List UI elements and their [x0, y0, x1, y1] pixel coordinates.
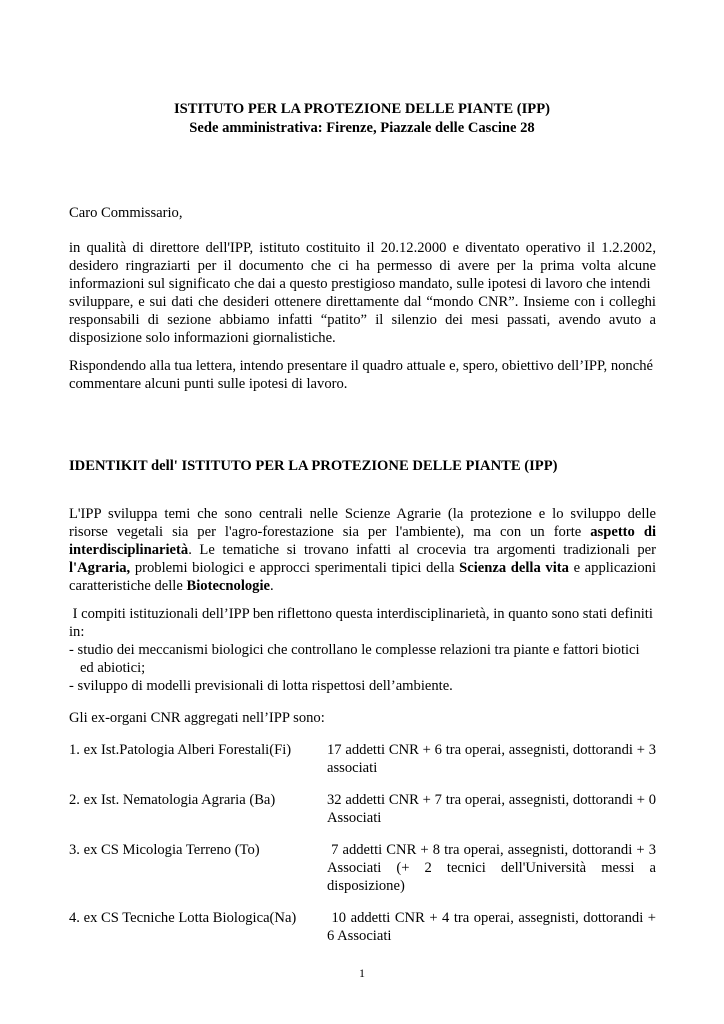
intro-line: disposizione solo informazioni giornalistiche. — [69, 330, 336, 346]
description-line — [69, 523, 656, 541]
reply-line: commentare alcuni punti sulle ipotesi di lavoro. — [69, 376, 348, 392]
description-line — [69, 577, 656, 595]
description-emphasis: Biotecnologie — [186, 578, 270, 594]
reply-line: Rispondendo alla tua lettera, intendo presentare il quadro attuale e, spero, obiettivo dell’IPP, nonché — [69, 358, 653, 374]
organs-intro: Gli ex-organi CNR aggregati nell’IPP sono: — [69, 710, 325, 726]
intro-line: desidero ringraziarti per il documento che ci ha permesso di avere per la prima volta alcune — [69, 258, 656, 274]
organ-detail-line: Associati (+ 2 tecnici dell'Università messi a — [327, 860, 656, 876]
description-text: . — [270, 578, 274, 594]
organ-detail-line: 32 addetti CNR + 7 tra operai, assegnisti, dottorandi + 0 — [327, 792, 656, 808]
organ-name: 3. ex CS Micologia Terreno (To) — [69, 842, 260, 858]
tasks-list-item: - sviluppo di modelli previsionali di lotta rispettosi dell’ambiente. — [69, 678, 453, 694]
organ-detail-line: associati — [327, 760, 378, 776]
institute-address: Sede amministrativa: Firenze, Piazzale delle Cascine 28 — [189, 120, 535, 136]
tasks-line: in: — [69, 624, 85, 640]
intro-line: responsabili di sezione abbiamo infatti “patito” il silenzio dei mesi passati, avendo avuto a — [69, 312, 656, 328]
description-text: . Le tematiche si trovano infatti al crocevia tra argomenti tradizionali per — [188, 542, 656, 558]
organ-name: 4. ex CS Tecniche Lotta Biologica(Na) — [69, 910, 297, 926]
tasks-list-item: ed abiotici; — [69, 660, 146, 676]
intro-line: in qualità di direttore dell'IPP, istituto costituito il 20.12.2000 e diventato operativo il 1.2.2002, — [69, 240, 656, 256]
page-number: 1 — [359, 966, 365, 980]
description-text: caratteristiche delle — [69, 578, 187, 594]
description-line — [69, 541, 656, 559]
description-line: L'IPP sviluppa temi che sono centrali nelle Scienze Agrarie (la protezione e lo sviluppo delle — [69, 506, 656, 522]
tasks-list-item: - studio dei meccanismi biologici che controllano le complesse relazioni tra piante e fattori biotici — [69, 642, 640, 658]
intro-line: informazioni sul significato che dai a questo prestigioso mandato, sulle ipotesi di lavoro che intendi — [69, 276, 651, 292]
description-line — [69, 559, 656, 577]
organ-name: 1. ex Ist.Patologia Alberi Forestali(Fi) — [69, 742, 292, 758]
institute-title: ISTITUTO PER LA PROTEZIONE DELLE PIANTE (IPP) — [173, 101, 550, 117]
organ-detail-line: 6 Associati — [327, 928, 392, 944]
organ-detail-line: Associati — [327, 810, 382, 826]
section-heading: IDENTIKIT dell' ISTITUTO PER LA PROTEZIONE DELLE PIANTE (IPP) — [69, 458, 558, 474]
description-text: risorse vegetali sia per l'agro-forestazione sia per l'ambiente), ma con un forte — [69, 524, 591, 540]
description-emphasis: aspetto di — [590, 524, 657, 540]
organ-detail-line: 17 addetti CNR + 6 tra operai, assegnisti, dottorandi + 3 — [327, 742, 656, 758]
intro-line: sviluppare, e sui dati che desideri ottenere direttamente dal “mondo CNR”. Insieme con i colleghi — [69, 294, 656, 310]
description-text: problemi biologici e approcci sperimentali tipici della — [130, 560, 460, 576]
description-emphasis: interdisciplinarietà — [69, 542, 189, 558]
organ-name: 2. ex Ist. Nematologia Agraria (Ba) — [69, 792, 276, 808]
description-emphasis: Scienza della vita — [459, 560, 569, 576]
description-text: e applicazioni — [568, 560, 656, 576]
organ-detail-line: disposizione) — [327, 878, 405, 894]
organ-detail-line: 7 addetti CNR + 8 tra operai, assegnisti, dottorandi + 3 — [327, 842, 656, 858]
salutation: Caro Commissario, — [69, 205, 183, 221]
organ-detail-line: 10 addetti CNR + 4 tra operai, assegnisti, dottorandi + — [327, 910, 656, 926]
tasks-line: I compiti istituzionali dell’IPP ben riflettono questa interdisciplinarietà, in quanto sono stati definiti — [69, 606, 653, 622]
description-emphasis: l'Agraria, — [69, 560, 131, 576]
